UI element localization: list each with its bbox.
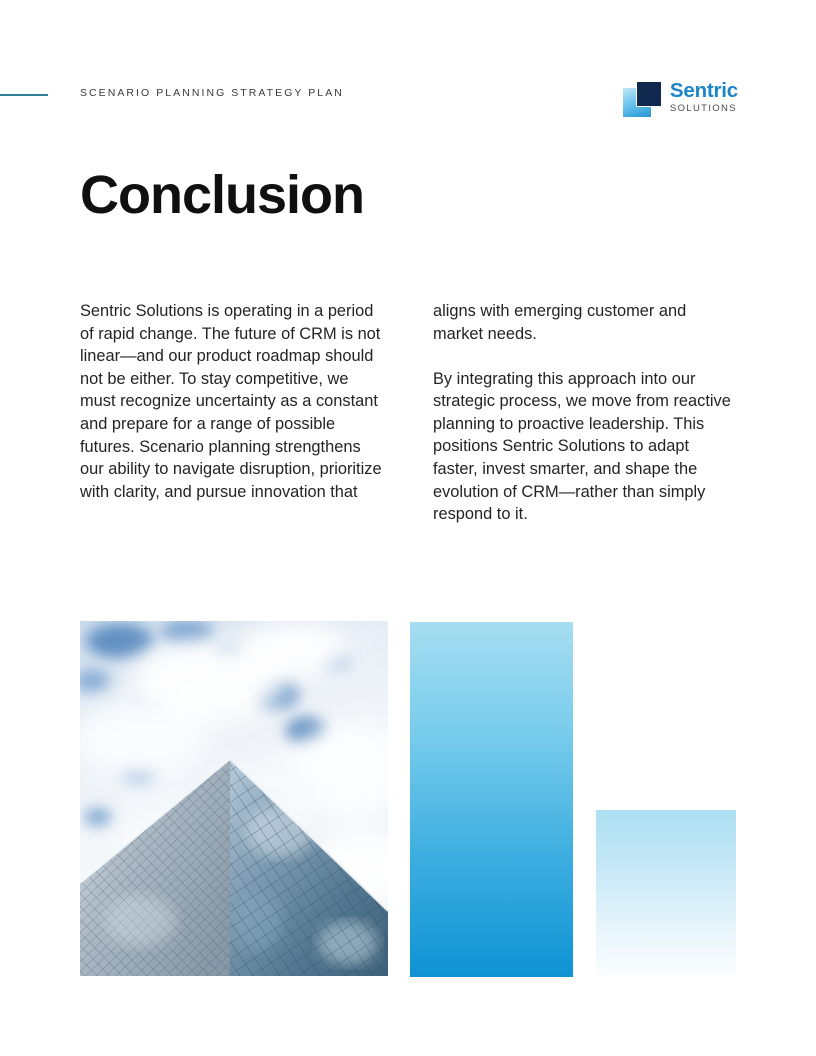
page-header	[0, 78, 816, 122]
decorative-gradient-bar-short	[596, 810, 736, 977]
logo-brand-name: Sentric	[669, 79, 738, 102]
bottom-image-composition	[0, 621, 816, 977]
skyscraper-photo	[80, 621, 388, 976]
logo-dark-square-icon	[636, 81, 662, 107]
body-column-left	[80, 300, 384, 526]
brand-logo	[623, 78, 738, 122]
body-column-right	[433, 300, 737, 526]
decorative-gradient-bar-tall	[410, 622, 573, 977]
body-columns	[80, 300, 737, 526]
header-rule-decoration	[0, 94, 48, 96]
body-paragraph: aligns with emerging customer and market needs.	[433, 302, 687, 343]
page-title: Conclusion	[80, 165, 364, 225]
logo-wordmark	[670, 78, 738, 114]
body-paragraph: By integrating this approach into our strategic process, we move from reactive planning to proactive leadership. This positions Sentric Solutions to adapt faster, invest smarter, and shape the evolution of CRM—rather than simply respond to it.	[433, 369, 731, 524]
logo-brand-subtitle: SOLUTIONS	[669, 102, 737, 114]
document-eyebrow-label: SCENARIO PLANNING STRATEGY PLAN	[80, 87, 344, 99]
logo-mark-icon	[623, 81, 663, 119]
body-paragraph: Sentric Solutions is operating in a period of rapid change. The future of CRM is not linear—and our product roadmap should not be either. To stay competitive, we must recognize uncertainty as a constant and prepare for a range of possible futures. Scenario planning strengthens our ability to navigate disruption, prioritize with clarity, and pursue innovation that	[80, 302, 382, 501]
